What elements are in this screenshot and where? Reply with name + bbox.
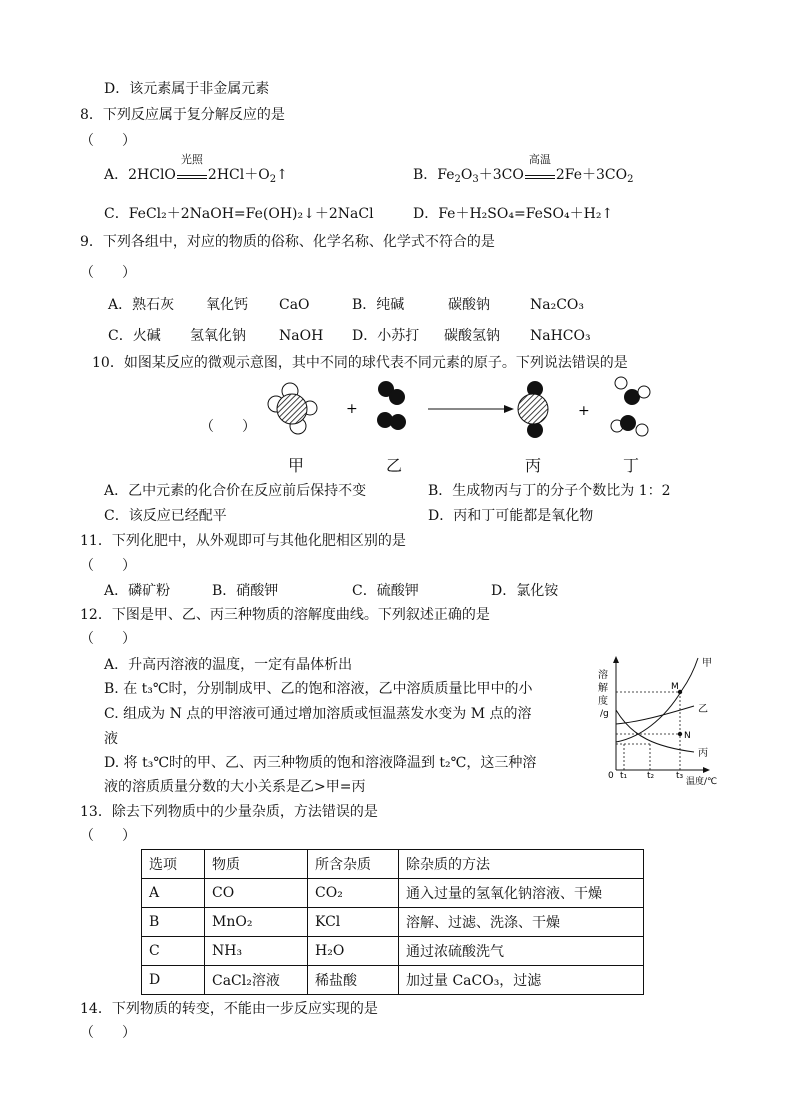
- table-row: [142, 966, 644, 995]
- q14-stem: 14．下列物质的转变，不能由一步反应实现的是: [80, 1001, 378, 1017]
- cell: A: [142, 879, 205, 908]
- q8-stem: 8．下列反应属于复分解反应的是: [80, 107, 285, 123]
- cell: 通过浓硫酸洗气: [399, 937, 644, 966]
- q11-option-b: B．硝酸钾: [212, 583, 279, 599]
- q10-stem: 10．如图某反应的微观示意图，其中不同的球代表不同元素的原子。下列说法错误的是: [92, 355, 628, 371]
- q9-stem: 9．下列各组中，对应的物质的俗称、化学名称、化学式不符合的是: [80, 234, 495, 250]
- xlabel: 温度/℃: [686, 777, 718, 786]
- q9-c-common: C．火碱: [108, 328, 161, 344]
- cell: 加过量 CaCO₃，过滤: [399, 966, 644, 995]
- q9-b-formula: Na₂CO₃: [530, 297, 585, 313]
- q12-paren: （ ）: [80, 631, 136, 647]
- q9-c-formula: NaOH: [279, 328, 324, 344]
- header-impurity: 所含杂质: [308, 850, 399, 879]
- cell: 稀盐酸: [308, 966, 399, 995]
- q8-paren: （ ）: [80, 133, 136, 149]
- header-substance: 物质: [205, 850, 308, 879]
- curve-yi: [616, 706, 694, 724]
- header-option: 选项: [142, 850, 205, 879]
- ylabel-3: 度: [598, 696, 608, 707]
- q11-stem: 11．下列化肥中，从外观即可与其他化肥相区别的是: [80, 533, 406, 549]
- q12-option-d-line2: 液的溶质质量分数的大小关系是乙>甲=丙: [104, 779, 366, 795]
- q8-option-c: C．FeCl₂＋2NaOH=Fe(OH)₂↓＋2NaCl: [104, 206, 374, 222]
- q7-option-d: D．该元素属于非金属元素: [104, 81, 270, 97]
- molecule-jia: [268, 383, 317, 434]
- q13-paren: （ ）: [80, 828, 136, 844]
- q10-paren: （ ）: [200, 419, 256, 435]
- cell: H₂O: [308, 937, 399, 966]
- molecule-bing: [518, 381, 548, 438]
- cell: KCl: [308, 908, 399, 937]
- q8-option-b: B．$Fe_2O_3+3CO$ 高温 $2Fe+3CO_2$: [413, 153, 634, 185]
- q12-option-c-line1: C. 组成为 N 点的甲溶液可通过增加溶质或恒温蒸发水变为 M 点的溶: [104, 706, 532, 722]
- label-yi: 乙: [386, 456, 403, 475]
- q13-stem: 13．除去下列物质中的少量杂质，方法错误的是: [80, 804, 378, 820]
- table-header-row: [142, 850, 644, 879]
- q10-option-c: C．该反应已经配平: [104, 508, 227, 524]
- q10-option-d: D．丙和丁可能都是氧化物: [428, 508, 594, 524]
- curve-label-bing: 丙: [698, 748, 708, 759]
- cell: CO₂: [308, 879, 399, 908]
- plus-sign-2: +: [578, 403, 590, 419]
- cell: D: [142, 966, 205, 995]
- label-jia: 甲: [288, 456, 305, 475]
- q14-paren: （ ）: [80, 1025, 136, 1041]
- q9-b-common: B．纯碱: [352, 297, 405, 313]
- molecule-yi: [377, 381, 406, 430]
- q9-a-formula: CaO: [279, 297, 310, 313]
- q12-option-c-line2: 液: [104, 731, 118, 747]
- table-row: [142, 879, 644, 908]
- point-label-m: M: [671, 682, 679, 692]
- solubility-graph: [594, 652, 722, 786]
- table-row: [142, 937, 644, 966]
- q12-stem: 12．下图是甲、乙、丙三种物质的溶解度曲线。下列叙述正确的是: [80, 607, 490, 623]
- cell: 通入过量的氢氧化钠溶液、干燥: [399, 879, 644, 908]
- label-ding: 丁: [623, 456, 640, 475]
- q9-d-chemical: 碳酸氢钠: [444, 328, 500, 344]
- cell: 溶解、过滤、洗涤、干燥: [399, 908, 644, 937]
- curve-jia: [616, 658, 698, 742]
- condition-light: 光照: [180, 153, 203, 166]
- ylabel-4: /g: [600, 709, 609, 719]
- q9-d-formula: NaHCO₃: [530, 328, 591, 344]
- tick-t3: t₃: [676, 771, 684, 781]
- condition-high-temp: 高温: [528, 153, 551, 166]
- q12-option-d-line1: D. 将 t₃℃时的甲、乙、丙三种物质的饱和溶液降温到 t₂℃，这三种溶: [104, 755, 537, 771]
- origin-label: 0: [608, 771, 614, 781]
- ylabel-2: 解: [598, 683, 608, 694]
- q8-option-d: D．Fe＋H₂SO₄=FeSO₄＋H₂↑: [413, 206, 614, 222]
- molecule-ding: [611, 377, 650, 436]
- cell: B: [142, 908, 205, 937]
- q9-b-chemical: 碳酸钠: [448, 297, 490, 313]
- q11-option-c: C．硫酸钾: [352, 583, 419, 599]
- ylabel-1: 溶: [598, 670, 608, 681]
- q9-a-chemical: 氧化钙: [206, 297, 248, 313]
- q9-d-common: D．小苏打: [352, 328, 420, 344]
- cell: C: [142, 937, 205, 966]
- reaction-diagram: [0, 0, 790, 500]
- q11-option-a: A．磷矿粉: [104, 583, 171, 599]
- cell: MnO₂: [205, 908, 308, 937]
- q9-paren: （ ）: [80, 265, 136, 281]
- label-bing: 丙: [525, 456, 542, 475]
- guide-lines: [616, 692, 680, 770]
- q9-c-chemical: 氢氧化钠: [190, 328, 246, 344]
- header-method: 除杂质的方法: [399, 850, 644, 879]
- q10-option-a: A．乙中元素的化合价在反应前后保持不变: [104, 483, 367, 499]
- q12-option-b: B. 在 t₃℃时，分别制成甲、乙的饱和溶液，乙中溶质质量比甲中的小: [104, 681, 533, 697]
- cell: NH₃: [205, 937, 308, 966]
- tick-t2: t₂: [647, 771, 655, 781]
- plus-sign-1: +: [346, 401, 358, 417]
- tick-t1: t₁: [620, 771, 628, 781]
- q11-paren: （ ）: [80, 558, 136, 574]
- q12-option-a: A．升高丙溶液的温度，一定有晶体析出: [104, 657, 353, 673]
- q9-a-common: A．熟石灰: [108, 297, 175, 313]
- reaction-arrow: [428, 405, 514, 413]
- cell: CaCl₂溶液: [205, 966, 308, 995]
- q11-option-d: D．氯化铵: [491, 583, 559, 599]
- impurity-table: [141, 849, 644, 995]
- q10-option-b: B．生成物丙与丁的分子个数比为 1：2: [428, 483, 671, 499]
- q8-option-a: A．2HClO 光照 $2HCl+O_2↑$: [104, 153, 288, 185]
- curve-label-jia: 甲: [702, 658, 712, 669]
- point-n: [678, 732, 682, 736]
- table-row: [142, 908, 644, 937]
- point-label-n: N: [684, 731, 691, 741]
- cell: CO: [205, 879, 308, 908]
- curve-label-yi: 乙: [698, 704, 708, 715]
